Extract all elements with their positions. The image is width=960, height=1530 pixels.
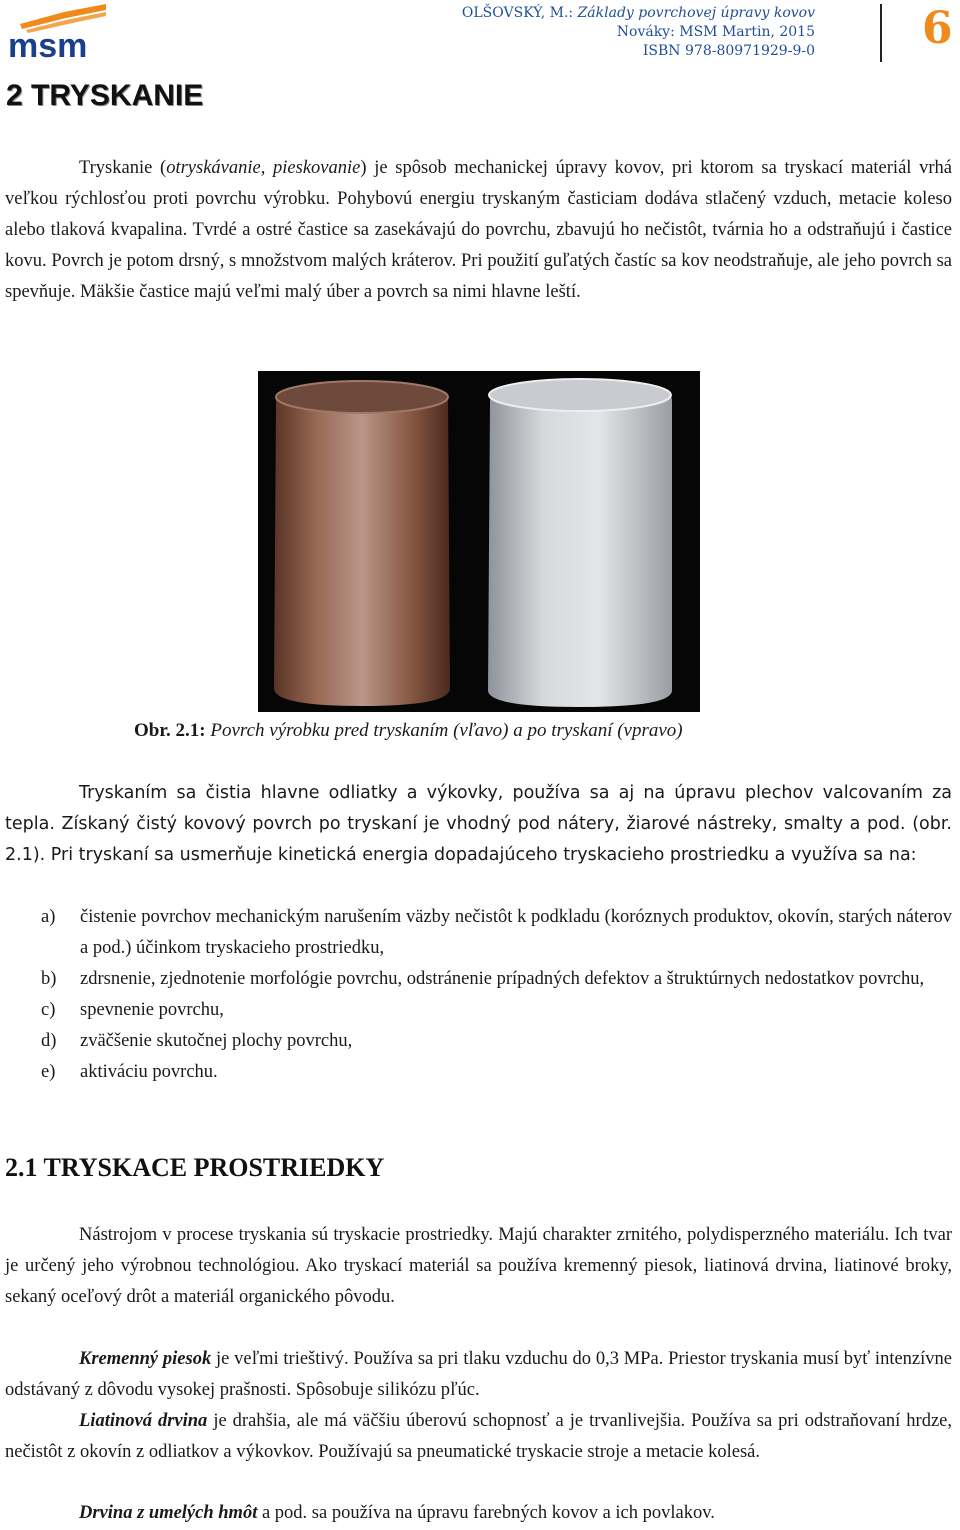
- book-title: Základy povrchovej úpravy kovov: [577, 5, 815, 21]
- list-marker: a): [41, 907, 56, 927]
- list-item: [5, 1026, 952, 1057]
- list-marker: c): [41, 1000, 56, 1020]
- figure-caption: [134, 716, 683, 746]
- chapter-title: 2 TRYSKANIE: [6, 79, 204, 112]
- list-item: [5, 964, 952, 995]
- section-title: 2.1 TRYSKACE PROSTRIEDKY: [5, 1153, 385, 1182]
- list-marker: e): [41, 1062, 56, 1082]
- intro-paragraph: [5, 153, 952, 308]
- page-number: 6: [922, 3, 953, 54]
- figure-photo: [258, 371, 700, 712]
- term-2: Liatinová drvina: [79, 1411, 208, 1431]
- page-header: [0, 0, 960, 70]
- intro-italic-terms: otryskávanie, pieskovanie: [166, 158, 361, 178]
- list-item-text: spevnenie povrchu,: [80, 1000, 224, 1020]
- logo-text: msm: [8, 27, 88, 62]
- list-item-text: čistenie povrchov mechanickým narušením väzby nečistôt k podkladu (koróznych produktov, okovín, starých náterov a pod.) účinkom tryskacieho prostriedku,: [80, 907, 952, 958]
- figure-caption-text: Povrch výrobku pred tryskaním (vľavo) a po tryskaní (vpravo): [205, 720, 683, 741]
- citation-line: [462, 4, 815, 23]
- term-3-text: a pod. sa používa na úpravu farebných kovov a ich povlakov.: [257, 1503, 715, 1523]
- list-item: [5, 1057, 952, 1088]
- msm-logo: [6, 2, 111, 62]
- header-divider: [880, 4, 882, 62]
- term-1-text: je veľmi trieštivý. Používa sa pri tlaku vzduchu do 0,3 MPa. Priestor tryskania musí byť intenzívne odstávaný z dôvodu vysokej prašnosti. Spôsobuje silikózu pľúc.: [5, 1349, 952, 1400]
- figure-label: Obr. 2.1:: [134, 720, 206, 741]
- cylinders-image: [258, 371, 700, 712]
- term-1: Kremenný piesok: [79, 1349, 212, 1369]
- list-item-text: aktiváciu povrchu.: [80, 1062, 218, 1082]
- term-paragraph-3: [5, 1498, 952, 1529]
- term-paragraph-1: [5, 1344, 952, 1406]
- usage-list: [5, 902, 952, 1088]
- list-item: [5, 995, 952, 1026]
- term-3: Drvina z umelých hmôt: [79, 1503, 258, 1523]
- list-marker: b): [41, 969, 57, 989]
- paragraph-2: Tryskaním sa čistia hlavne odliatky a výkovky, používa sa aj na úpravu plechov valcovaním za tepla. Získaný čistý kovový povrch po tryskaní je vhodný pod nátery, žiarové nástreky, smalty a pod. (obr. 2.1). Pri tryskaní sa usmerňuje kinetická energia dopadajúceho tryskacieho prostriedku a využíva sa na:: [5, 783, 952, 865]
- list-marker: d): [41, 1031, 57, 1051]
- section-paragraph: Nástrojom v procese tryskania sú tryskacie prostriedky. Majú charakter zrnitého, polydisperzného materiálu. Ich tvar je určený jeho výrobnou technológiou. Ako tryskací materiál sa používa kremenný piesok, liatinová drvina, liatinové broky, sekaný oceľový drôt a materiál organického pôvodu.: [5, 1225, 952, 1307]
- isbn: ISBN 978-80971929-9-0: [642, 43, 815, 59]
- author: OLŠOVSKÝ, M.:: [461, 5, 578, 21]
- publication-info: [462, 4, 815, 61]
- list-item-text: zdrsnenie, zjednotenie morfológie povrchu, odstránenie prípadných defektov a štruktúrnych nedostatkov povrchu,: [80, 969, 925, 989]
- intro-text: Tryskanie (otryskávanie, pieskovanie) je spôsob mechanickej úpravy kovov, pri ktorom sa tryskací materiál vrhá veľkou rýchlosťou proti povrchu výrobku. Pohybovú energiu tryskaným časticiam dodáva stlačený vzduch, metacie koleso alebo tlaková kvapalina. Tvrdé a ostré častice sa zasekávajú do povrchu, zbavujú ho nečistôt, tvárnia ho a odstraňujú i častice kovu. Povrch je potom drsný, s množstvom malých kráterov. Pri použití guľatých častíc sa kov neodstraňuje, ale jeho povrch sa spevňuje. Mäkšie častice majú veľmi malý úber a povrch sa nimi hlavne leští.: [5, 158, 952, 302]
- publisher: Nováky: MSM Martin, 2015: [616, 24, 815, 40]
- list-item-text: zväčšenie skutočnej plochy povrchu,: [80, 1031, 353, 1051]
- list-item: [5, 902, 952, 964]
- term-2-text: je drahšia, ale má väčšiu úberovú schopnosť a je trvanlivejšia. Používa sa pri odstraňovaní hrdze, nečistôt z okovín z odliatkov a výkovkov. Používajú sa pneumatické tryskacie stroje a metacie kolesá.: [5, 1411, 952, 1462]
- term-paragraph-2: [5, 1406, 952, 1468]
